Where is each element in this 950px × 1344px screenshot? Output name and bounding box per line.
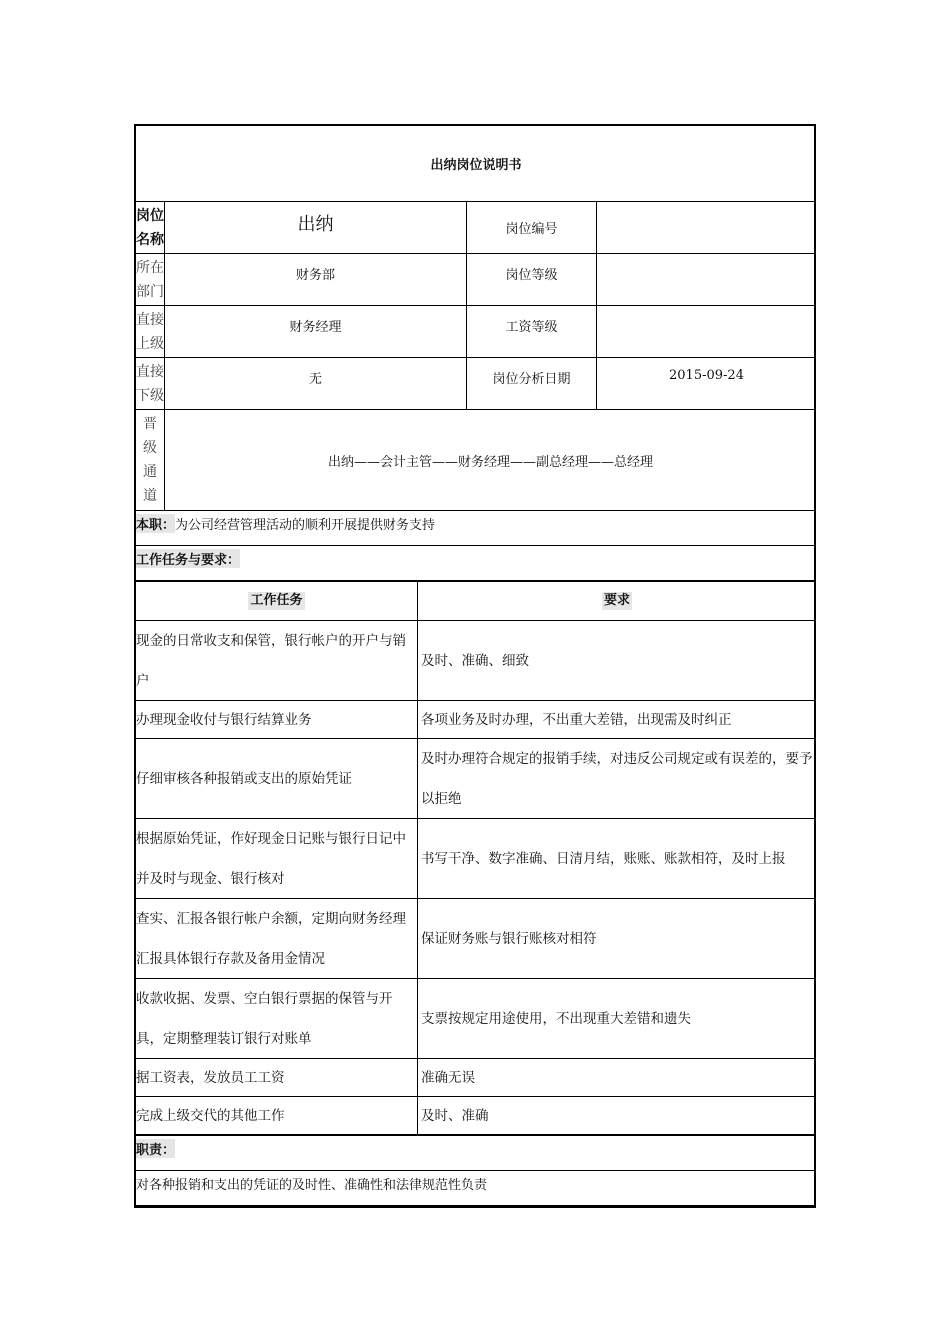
tasks-header-task-text: 工作任务: [250, 593, 303, 608]
task-text: 查实、汇报各银行帐户余额，定期向财务经理汇报具体银行存款及备用金情况: [136, 910, 406, 967]
responsibility-text-row: [136, 1170, 816, 1207]
responsibility-label: 职责：: [136, 1139, 175, 1158]
label-direct-superior: 直接 上级: [136, 305, 164, 357]
requirement-text: 及时、准确: [421, 1107, 489, 1124]
value-position-code: [596, 201, 816, 253]
label-department: 所在 部门: [136, 253, 164, 305]
table-row-task: [136, 1058, 417, 1096]
table-row-task: [136, 700, 417, 738]
table-row-requirement: [417, 1058, 816, 1096]
main-duty-label: 本职：: [136, 514, 175, 533]
value-direct-subordinate: 无: [164, 357, 466, 409]
document-title: 出纳岗位说明书: [430, 158, 522, 173]
value-salary-grade: [596, 305, 816, 357]
value-analysis-date: 2015-09-24: [596, 357, 816, 409]
table-row-task: [136, 738, 417, 818]
label-salary-grade: 工资等级: [466, 305, 596, 357]
table-row-requirement: [417, 978, 816, 1058]
requirement-text: 及时、准确、细致: [421, 652, 529, 669]
table-row-task: [136, 620, 417, 700]
task-text: 收款收据、发票、空白银行票据的保管与开具，定期整理装订银行对账单: [136, 990, 393, 1047]
tasks-header-requirement: [417, 580, 816, 620]
value-department: 财务部: [164, 253, 466, 305]
value-direct-superior: 财务经理: [164, 305, 466, 357]
table-row-requirement: [417, 700, 816, 738]
value-position-name: 出纳: [164, 201, 466, 253]
table-row-task: [136, 818, 417, 898]
table-row-requirement: [417, 818, 816, 898]
main-duty-text: 为公司经营管理活动的顺利开展提供财务支持: [175, 518, 436, 533]
tasks-section-row: [136, 545, 816, 580]
label-position-name: 岗位 名称: [136, 201, 164, 253]
table-row-requirement: [417, 738, 816, 818]
task-text: 完成上级交代的其他工作: [136, 1107, 285, 1124]
job-description-document: [134, 124, 816, 1208]
tasks-header-requirement-text: 要求: [603, 593, 630, 608]
responsibility-text: 对各种报销和支出的凭证的及时性、准确性和法律规范性负责: [136, 1178, 488, 1193]
table-row-task: [136, 978, 417, 1058]
tasks-header-task: [136, 580, 417, 620]
table-row-requirement: [417, 1096, 816, 1134]
label-analysis-date: 岗位分析日期: [466, 357, 596, 409]
task-text: 办理现金收付与银行结算业务: [136, 711, 312, 728]
requirement-text: 各项业务及时办理，不出重大差错，出现需及时纠正: [421, 711, 732, 728]
task-text: 据工资表，发放员工工资: [136, 1069, 285, 1086]
requirement-text: 准确无误: [421, 1069, 475, 1086]
task-text: 根据原始凭证，作好现金日记账与银行日记中并及时与现金、银行核对: [136, 830, 406, 887]
requirement-text: 支票按规定用途使用，不出现重大差错和遗失: [421, 1010, 691, 1027]
label-position-code: 岗位编号: [466, 201, 596, 253]
tasks-section-label: 工作任务与要求：: [136, 549, 240, 568]
task-text: 现金的日常收支和保管，银行帐户的开户与销户: [136, 632, 406, 689]
main-duty-row: [136, 510, 816, 545]
label-direct-subordinate: 直接 下级: [136, 357, 164, 409]
table-row-task: [136, 898, 417, 978]
task-text: 仔细审核各种报销或支出的原始凭证: [136, 770, 352, 787]
table-row-requirement: [417, 898, 816, 978]
requirement-text: 及时办理符合规定的报销手续，对违反公司规定或有误差的，要予以拒绝: [421, 750, 813, 807]
value-promotion-path: 出纳——会计主管——财务经理——副总经理——总经理: [164, 409, 816, 510]
table-row-requirement: [417, 620, 816, 700]
responsibility-section-row: [136, 1134, 816, 1170]
requirement-text: 书写干净、数字准确、日清月结，账账、账款相符，及时上报: [421, 850, 786, 867]
requirement-text: 保证财务账与银行账核对相符: [421, 930, 597, 947]
label-promotion-path: 晋 级 通 道: [136, 409, 164, 510]
table-row-task: [136, 1096, 417, 1134]
label-position-grade: 岗位等级: [466, 253, 596, 305]
value-position-grade: [596, 253, 816, 305]
